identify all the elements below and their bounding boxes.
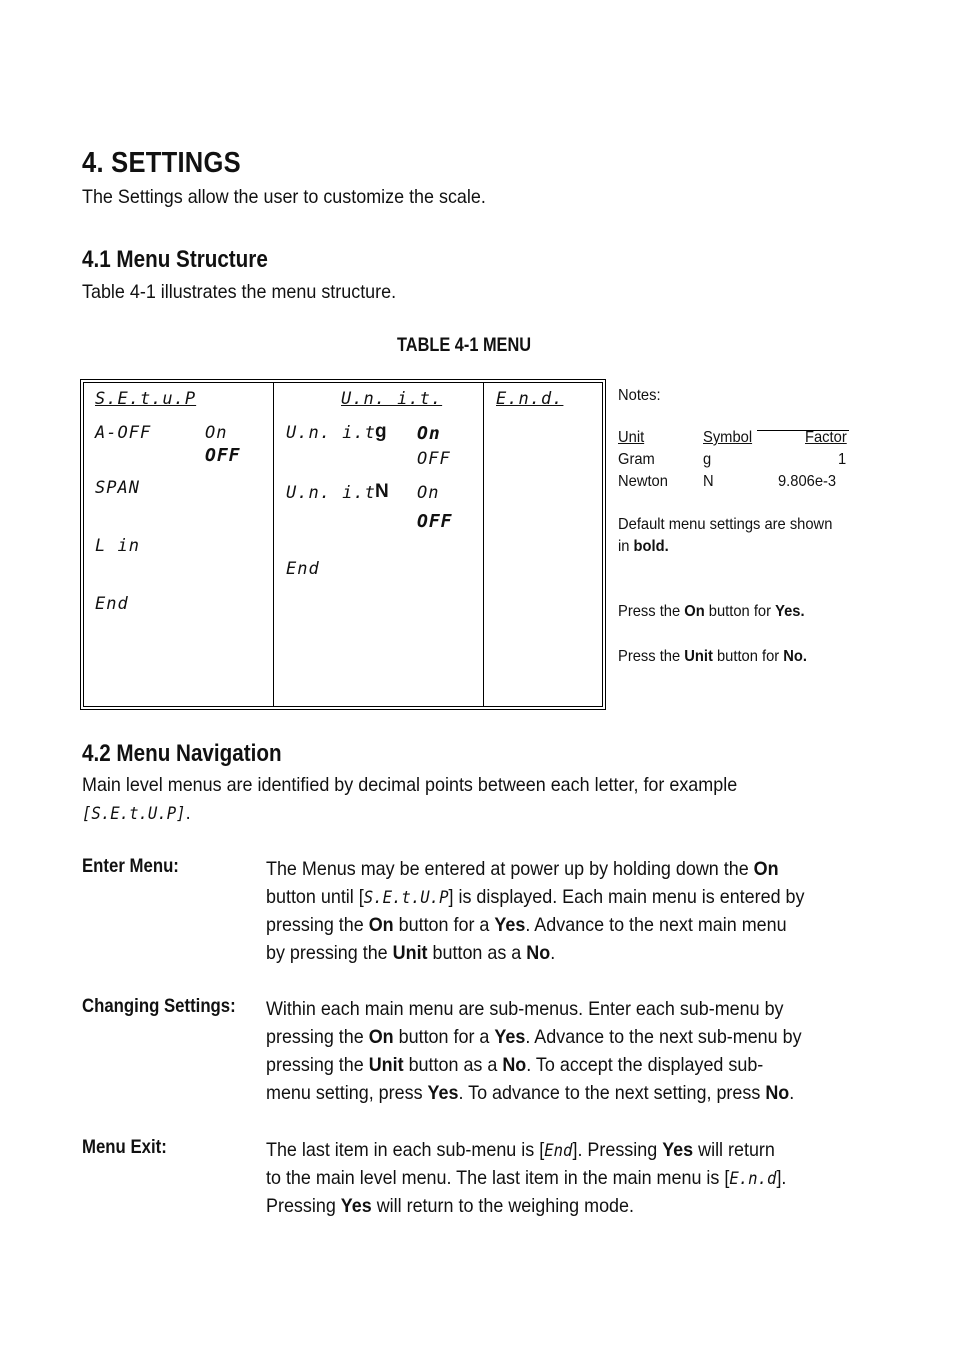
aoff-label: A-OFF xyxy=(95,423,152,443)
menu-navigation-intro: Main level menus are identified by decimal points between each letter, for example xyxy=(82,774,738,796)
notes-row-gram-unit: Gram xyxy=(618,451,655,468)
unit-n-symbol: N xyxy=(375,481,389,502)
table-divider xyxy=(483,382,484,707)
unit-g-on-option: On xyxy=(417,423,441,444)
unit-end-label: End xyxy=(286,559,320,579)
notes-col-unit: Unit xyxy=(618,429,645,446)
menu-exit-label: Menu Exit: xyxy=(82,1136,167,1158)
page-title: 4. SETTINGS xyxy=(82,147,241,179)
unit-n-label: U.n. i.t xyxy=(286,483,376,503)
notes-row-gram-factor: 1 xyxy=(838,451,847,468)
menu-navigation-example: [S.E.t.U.P]. xyxy=(82,802,191,824)
notes-col-factor: Factor xyxy=(805,429,847,446)
unit-n-off-option: OFF xyxy=(417,511,453,532)
lin-label: L in xyxy=(95,536,140,556)
end-header: E.n.d. xyxy=(496,389,564,409)
changing-settings-text: Within each main menu are sub-menus. Enter each sub-menu by pressing the On button for a Yes. Advance to the next sub-menu by pressing the Unit button as a No. To accept the displayed sub- menu setting, press Yes. To advance to the next setting, press No. xyxy=(266,998,802,1104)
notes-yes-instruction: Press the On button for Yes. xyxy=(618,603,805,620)
notes-row-newton-factor: 9.806e-3 xyxy=(778,473,837,490)
menu-structure-intro: Table 4-1 illustrates the menu structure. xyxy=(82,281,397,303)
changing-settings-label: Changing Settings: xyxy=(82,995,236,1017)
enter-menu-text: The Menus may be entered at power up by holding down the On button until [S.E.t.U.P] is displayed. Each main menu is entered by pressing the On button for a Yes. Advance to the next main menu by pressing the Unit button as a No. xyxy=(266,858,805,964)
unit-g-label: U.n. i.t xyxy=(286,423,376,443)
aoff-off-option: OFF xyxy=(205,445,241,466)
notes-col-symbol: Symbol xyxy=(703,429,753,446)
notes-default-line2: in bold. xyxy=(618,538,669,555)
notes-default-line1: Default menu settings are shown xyxy=(618,516,833,533)
notes-no-instruction: Press the Unit button for No. xyxy=(618,648,807,665)
setup-header: S.E.t.u.P xyxy=(95,389,197,409)
menu-navigation-heading: 4.2 Menu Navigation xyxy=(82,740,282,767)
span-label: SPAN xyxy=(95,478,140,498)
unit-g-symbol: g xyxy=(375,421,387,442)
notes-title: Notes: xyxy=(618,387,661,404)
unit-n-on-option: On xyxy=(417,483,440,503)
aoff-on-option: On xyxy=(205,423,228,443)
notes-header-underline xyxy=(757,429,849,431)
section-intro: The Settings allow the user to customize the scale. xyxy=(82,186,486,208)
menu-exit-text: The last item in each sub-menu is [End]. Pressing Yes will return to the main level menu. The last item in the main menu is [E.n.d]. Pressing Yes will return to the weighing mode. xyxy=(266,1139,787,1217)
table-divider xyxy=(273,382,274,707)
unit-g-off-option: OFF xyxy=(417,449,451,469)
notes-row-gram-symbol: g xyxy=(703,451,712,468)
table-caption: TABLE 4-1 MENU xyxy=(397,335,532,356)
notes-row-newton-symbol: N xyxy=(703,473,714,490)
enter-menu-label: Enter Menu: xyxy=(82,855,179,877)
setup-end-label: End xyxy=(95,594,129,614)
menu-structure-heading: 4.1 Menu Structure xyxy=(82,246,268,273)
notes-row-newton-unit: Newton xyxy=(618,473,668,490)
unit-header: U.n. i.t. xyxy=(341,389,443,409)
